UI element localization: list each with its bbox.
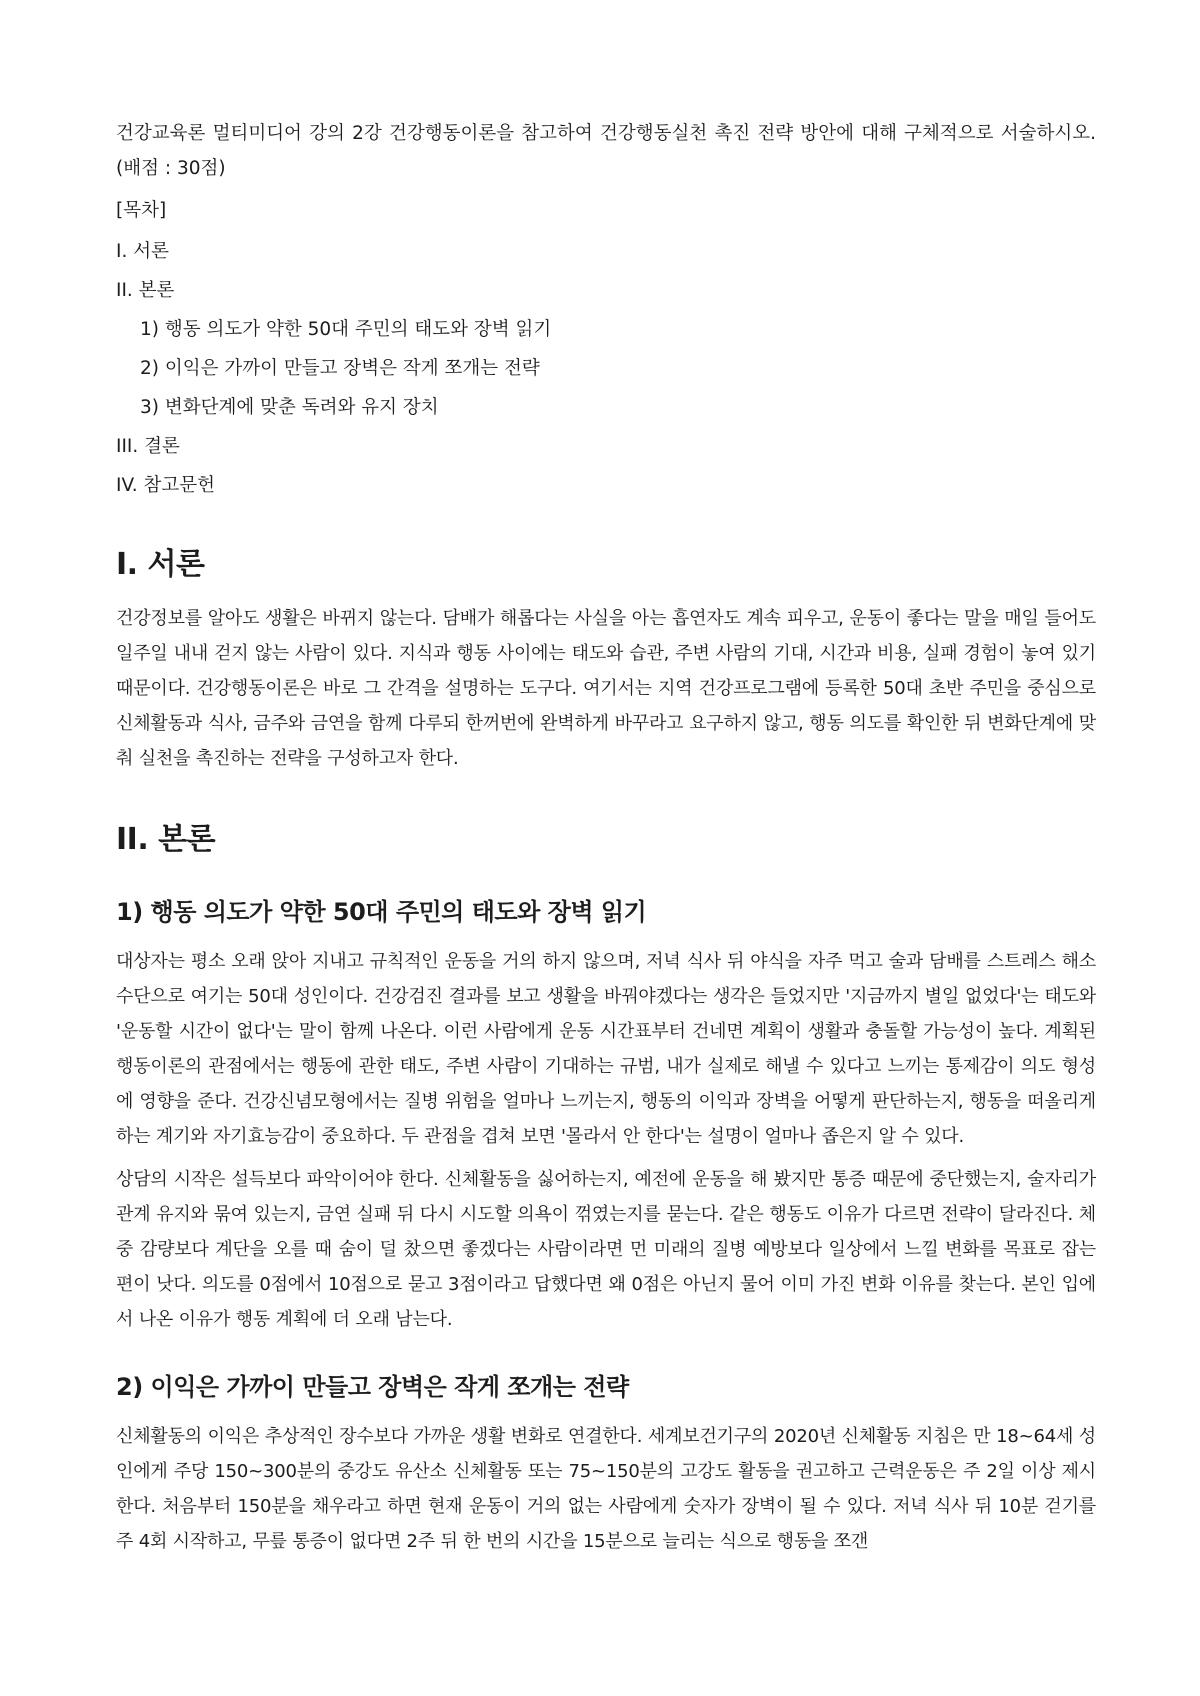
toc-item-body-3: 3) 변화단계에 맞춘 독려와 유지 장치 [140,397,439,418]
toc-item-intro: I. 서론 [116,241,169,262]
toc-title: [목차] [116,200,167,221]
section-heading-intro: I. 서론 [116,547,205,582]
table-of-contents [116,237,1096,501]
section-heading-body: II. 본론 [116,822,216,857]
subsection-2-paragraph-1: 신체활동의 이익은 추상적인 장수보다 가까운 생활 변화로 연결한다. 세계보건기구의 2020년 신체활동 지침은 만 18~64세 성인에게 주당 150~300분의 중강도 유산소 신체활동 또는 75~150분의 고강도 활동을 권고하고 근력운동은 주 2일 이상 제시한다. 처음부터 150분을 채우라고 하면 현재 운동이 거의 없는 사람에게 숫자가 장벽이 될 수 있다. 저녁 식사 뒤 10분 걷기를 주 4회 시작하고, 무릎 통증이 없다면 2주 뒤 한 번의 시간을 15분으로 늘리는 식으로 행동을 쪼갠 [116,1426,1096,1552]
intro-paragraph: 건강정보를 알아도 생활은 바뀌지 않는다. 담배가 해롭다는 사실을 아는 흡연자도 계속 피우고, 운동이 좋다는 말을 매일 들어도 일주일 내내 걷지 않는 사람이 있다. 지식과 행동 사이에는 태도와 습관, 주변 사람의 기대, 시간과 비용, 실패 경험이 놓여 있기 때문이다. 건강행동이론은 바로 그 간격을 설명하는 도구다. 여기서는 지역 건강프로그램에 등록한 50대 초반 주민을 중심으로 신체활동과 식사, 금주와 금연을 함께 다루되 한꺼번에 완벽하게 바꾸라고 요구하지 않고, 행동 의도를 확인한 뒤 변화단계에 맞춰 실천을 촉진하는 전략을 구성하고자 한다. [116,608,1096,769]
assignment-question: 건강교육론 멀티미디어 강의 2강 건강행동이론을 참고하여 건강행동실천 촉진 전략 방안에 대해 구체적으로 서술하시오. (배점 : 30점) [116,123,1096,179]
toc-item-body-1: 1) 행동 의도가 약한 50대 주민의 태도와 장벽 읽기 [140,319,552,340]
toc-item-conclusion: III. 결론 [116,436,180,457]
toc-item-body-2: 2) 이익은 가까이 만들고 장벽은 작게 쪼개는 전략 [140,358,540,379]
subsection-1-paragraph-2: 상담의 시작은 설득보다 파악이어야 한다. 신체활동을 싫어하는지, 예전에 운동을 해 봤지만 통증 때문에 중단했는지, 술자리가 관계 유지와 묶여 있는지, 금연 실패 뒤 다시 시도할 의욕이 꺾였는지를 묻는다. 같은 행동도 이유가 다르면 전략이 달라진다. 체중 감량보다 계단을 오를 때 숨이 덜 찼으면 좋겠다는 사람이라면 먼 미래의 질병 예방보다 일상에서 느낄 변화를 목표로 잡는 편이 낫다. 의도를 0점에서 10점으로 묻고 3점이라고 답했다면 왜 0점은 아닌지 물어 이미 가진 변화 이유를 찾는다. 본인 입에서 나온 이유가 행동 계획에 더 오래 남는다. [116,1169,1096,1330]
subsection-1-paragraph-1: 대상자는 평소 오래 앉아 지내고 규칙적인 운동을 거의 하지 않으며, 저녁 식사 뒤 야식을 자주 먹고 술과 담배를 스트레스 해소 수단으로 여기는 50대 성인이다. 건강검진 결과를 보고 생활을 바꿔야겠다는 생각은 들었지만 '지금까지 별일 없었다'는 태도와 '운동할 시간이 없다'는 말이 함께 나온다. 이런 사람에게 운동 시간표부터 건네면 계획이 생활과 충돌할 가능성이 높다. 계획된 행동이론의 관점에서는 행동에 관한 태도, 주변 사람이 기대하는 규범, 내가 실제로 해낼 수 있다고 느끼는 통제감이 의도 형성에 영향을 준다. 건강신념모형에서는 질병 위험을 얼마나 느끼는지, 행동의 이익과 장벽을 어떻게 판단하는지, 행동을 떠올리게 하는 계기와 자기효능감이 중요하다. 두 관점을 겹쳐 보면 '몰라서 안 한다'는 설명이 얼마나 좁은지 알 수 있다. [116,951,1096,1147]
toc-item-body: II. 본론 [116,280,175,301]
subsection-heading-2: 2) 이익은 가까이 만들고 장벽은 작게 쪼개는 전략 [116,1373,629,1401]
subsection-heading-1: 1) 행동 의도가 약한 50대 주민의 태도와 장벽 읽기 [116,898,647,926]
toc-item-references: IV. 참고문헌 [116,475,215,496]
